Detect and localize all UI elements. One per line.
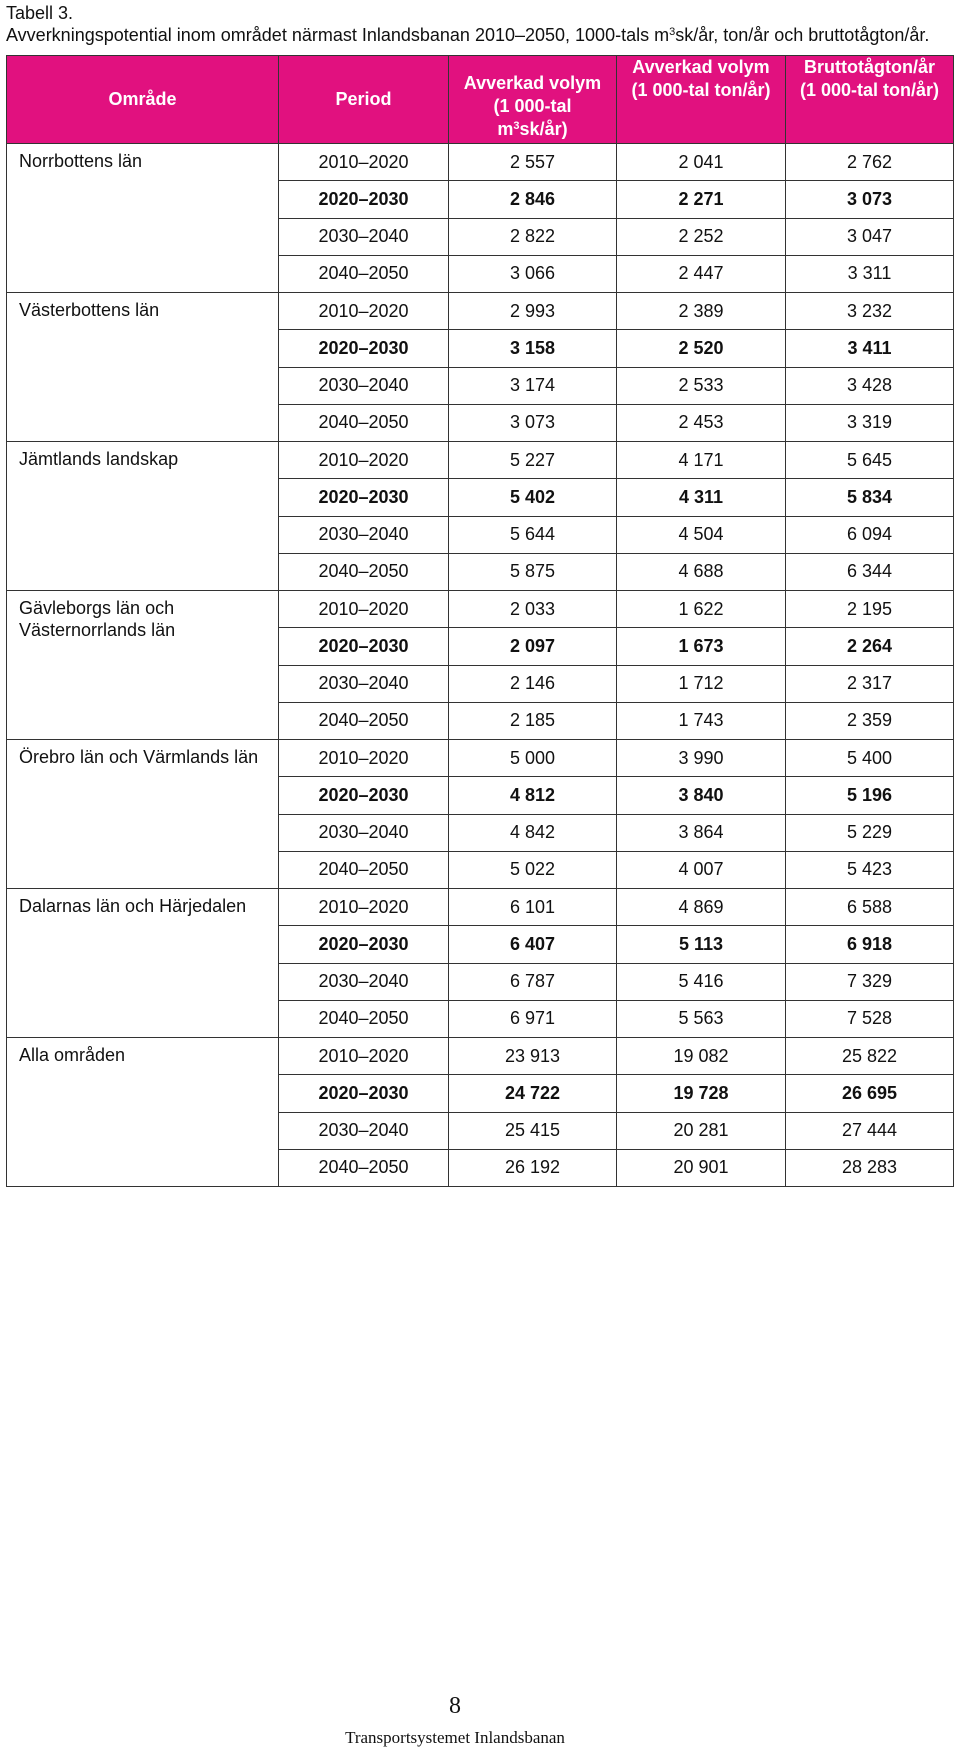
period-cell: 2030–2040 <box>279 218 449 255</box>
period-cell: 2020–2030 <box>279 479 449 516</box>
area-cell: Alla områden <box>7 1038 279 1187</box>
table-row <box>7 442 954 479</box>
area-cell: Norrbottens län <box>7 144 279 293</box>
gross-tonnage-cell: 6 344 <box>786 553 954 590</box>
gross-tonnage-cell: 5 196 <box>786 777 954 814</box>
volume-m3sk-cell: 24 722 <box>449 1075 617 1112</box>
volume-m3sk-cell: 5 022 <box>449 851 617 888</box>
period-cell: 2020–2030 <box>279 330 449 367</box>
caption-text-part1: Avverkningspotential inom området närmast Inlandsbanan 2010–2050, 1000-tals m <box>6 25 670 45</box>
header-area: Område <box>7 56 279 144</box>
gross-tonnage-cell: 7 329 <box>786 963 954 1000</box>
volume-m3sk-cell: 3 066 <box>449 255 617 292</box>
gross-tonnage-cell: 2 264 <box>786 628 954 665</box>
volume-ton-cell: 3 864 <box>617 814 786 851</box>
volume-m3sk-cell: 2 097 <box>449 628 617 665</box>
volume-ton-cell: 19 082 <box>617 1038 786 1075</box>
gross-tonnage-cell: 3 047 <box>786 218 954 255</box>
volume-ton-cell: 2 453 <box>617 404 786 441</box>
volume-ton-cell: 4 869 <box>617 889 786 926</box>
volume-ton-cell: 4 007 <box>617 851 786 888</box>
caption-superscript: 3 <box>669 26 676 38</box>
volume-m3sk-cell: 6 101 <box>449 889 617 926</box>
volume-ton-cell: 2 447 <box>617 255 786 292</box>
header-volume-m3sk-line1: Avverkad volym <box>463 73 602 93</box>
volume-m3sk-cell: 3 073 <box>449 404 617 441</box>
harvest-potential-table <box>6 55 954 1187</box>
table-row <box>7 144 954 181</box>
gross-tonnage-cell: 3 311 <box>786 255 954 292</box>
gross-tonnage-cell: 3 428 <box>786 367 954 404</box>
volume-m3sk-cell: 4 842 <box>449 814 617 851</box>
volume-m3sk-cell: 5 227 <box>449 442 617 479</box>
volume-m3sk-cell: 4 812 <box>449 777 617 814</box>
volume-ton-cell: 1 743 <box>617 702 786 739</box>
gross-tonnage-cell: 5 400 <box>786 740 954 777</box>
header-gross-tonnage <box>786 56 954 144</box>
period-cell: 2020–2030 <box>279 926 449 963</box>
period-cell: 2010–2020 <box>279 889 449 926</box>
header-gross-tonnage-line2: (1 000-tal ton/år) <box>799 80 940 100</box>
volume-ton-cell: 20 281 <box>617 1112 786 1149</box>
volume-ton-cell: 2 271 <box>617 181 786 218</box>
volume-ton-cell: 19 728 <box>617 1075 786 1112</box>
period-cell: 2030–2040 <box>279 665 449 702</box>
volume-ton-cell: 4 311 <box>617 479 786 516</box>
period-cell: 2010–2020 <box>279 740 449 777</box>
gross-tonnage-cell: 5 423 <box>786 851 954 888</box>
caption-label: Tabell 3. <box>6 3 74 23</box>
period-cell: 2030–2040 <box>279 814 449 851</box>
volume-ton-cell: 2 041 <box>617 144 786 181</box>
header-volume-m3sk-unit-sup: 3 <box>513 120 520 132</box>
volume-ton-cell: 4 688 <box>617 553 786 590</box>
period-cell: 2040–2050 <box>279 1000 449 1037</box>
volume-m3sk-cell: 2 993 <box>449 293 617 330</box>
volume-m3sk-cell: 6 407 <box>449 926 617 963</box>
gross-tonnage-cell: 5 834 <box>786 479 954 516</box>
volume-ton-cell: 1 622 <box>617 591 786 628</box>
header-row <box>7 56 954 144</box>
footer-title: Transportsystemet Inlandsbanan <box>345 1728 565 1747</box>
area-cell: Örebro län och Värmlands län <box>7 740 279 889</box>
table-row <box>7 591 954 628</box>
volume-ton-cell: 2 389 <box>617 293 786 330</box>
header-volume-m3sk-line2: (1 000-tal <box>493 96 572 116</box>
volume-m3sk-cell: 5 875 <box>449 553 617 590</box>
header-volume-ton-line2: (1 000-tal ton/år) <box>631 80 771 100</box>
period-cell: 2040–2050 <box>279 255 449 292</box>
volume-m3sk-cell: 6 787 <box>449 963 617 1000</box>
period-cell: 2010–2020 <box>279 591 449 628</box>
period-cell: 2020–2030 <box>279 777 449 814</box>
period-cell: 2040–2050 <box>279 1149 449 1186</box>
period-cell: 2030–2040 <box>279 367 449 404</box>
area-cell: Jämtlands landskap <box>7 442 279 591</box>
volume-m3sk-cell: 23 913 <box>449 1038 617 1075</box>
period-cell: 2010–2020 <box>279 442 449 479</box>
header-volume-ton <box>617 56 786 144</box>
table-row <box>7 889 954 926</box>
period-cell: 2040–2050 <box>279 553 449 590</box>
gross-tonnage-cell: 6 094 <box>786 516 954 553</box>
gross-tonnage-cell: 3 319 <box>786 404 954 441</box>
volume-m3sk-cell: 2 846 <box>449 181 617 218</box>
period-cell: 2030–2040 <box>279 516 449 553</box>
table-row <box>7 293 954 330</box>
header-volume-m3sk-unit-b: sk/år) <box>519 119 568 139</box>
volume-m3sk-cell: 2 146 <box>449 665 617 702</box>
page-number: 8 <box>449 1693 461 1719</box>
gross-tonnage-cell: 5 229 <box>786 814 954 851</box>
period-cell: 2020–2030 <box>279 1075 449 1112</box>
area-cell: Västerbottens län <box>7 293 279 442</box>
table-row <box>7 740 954 777</box>
caption-description <box>6 24 929 46</box>
period-cell: 2030–2040 <box>279 963 449 1000</box>
gross-tonnage-cell: 3 232 <box>786 293 954 330</box>
volume-m3sk-cell: 5 644 <box>449 516 617 553</box>
volume-ton-cell: 5 563 <box>617 1000 786 1037</box>
header-volume-m3sk <box>449 56 617 144</box>
volume-ton-cell: 1 712 <box>617 665 786 702</box>
volume-m3sk-cell: 2 033 <box>449 591 617 628</box>
period-cell: 2020–2030 <box>279 181 449 218</box>
table-row <box>7 1038 954 1075</box>
period-cell: 2040–2050 <box>279 851 449 888</box>
gross-tonnage-cell: 7 528 <box>786 1000 954 1037</box>
header-volume-m3sk-line3 <box>453 118 612 141</box>
volume-ton-cell: 4 171 <box>617 442 786 479</box>
volume-m3sk-cell: 5 402 <box>449 479 617 516</box>
header-volume-m3sk-unit-a: m <box>497 119 514 139</box>
volume-ton-cell: 3 990 <box>617 740 786 777</box>
period-cell: 2040–2050 <box>279 702 449 739</box>
caption-text-part2: sk/år, ton/år och bruttotågton/år. <box>675 25 930 45</box>
volume-m3sk-cell: 2 185 <box>449 702 617 739</box>
header-period: Period <box>279 56 449 144</box>
volume-m3sk-cell: 3 174 <box>449 367 617 404</box>
volume-m3sk-cell: 3 158 <box>449 330 617 367</box>
volume-ton-cell: 1 673 <box>617 628 786 665</box>
volume-ton-cell: 2 520 <box>617 330 786 367</box>
gross-tonnage-cell: 26 695 <box>786 1075 954 1112</box>
gross-tonnage-cell: 27 444 <box>786 1112 954 1149</box>
volume-m3sk-cell: 5 000 <box>449 740 617 777</box>
table-header <box>7 56 954 144</box>
volume-ton-cell: 20 901 <box>617 1149 786 1186</box>
gross-tonnage-cell: 2 195 <box>786 591 954 628</box>
header-volume-ton-line1: Avverkad volym <box>632 57 770 77</box>
gross-tonnage-cell: 3 073 <box>786 181 954 218</box>
volume-m3sk-cell: 6 971 <box>449 1000 617 1037</box>
volume-ton-cell: 4 504 <box>617 516 786 553</box>
gross-tonnage-cell: 28 283 <box>786 1149 954 1186</box>
volume-ton-cell: 2 252 <box>617 218 786 255</box>
table-caption <box>6 2 929 46</box>
gross-tonnage-cell: 6 918 <box>786 926 954 963</box>
period-cell: 2010–2020 <box>279 1038 449 1075</box>
gross-tonnage-cell: 5 645 <box>786 442 954 479</box>
table-body <box>7 144 954 1187</box>
gross-tonnage-cell: 25 822 <box>786 1038 954 1075</box>
gross-tonnage-cell: 3 411 <box>786 330 954 367</box>
volume-ton-cell: 3 840 <box>617 777 786 814</box>
volume-m3sk-cell: 2 557 <box>449 144 617 181</box>
gross-tonnage-cell: 2 359 <box>786 702 954 739</box>
period-cell: 2010–2020 <box>279 293 449 330</box>
gross-tonnage-cell: 6 588 <box>786 889 954 926</box>
period-cell: 2030–2040 <box>279 1112 449 1149</box>
volume-m3sk-cell: 25 415 <box>449 1112 617 1149</box>
period-cell: 2020–2030 <box>279 628 449 665</box>
volume-m3sk-cell: 2 822 <box>449 218 617 255</box>
gross-tonnage-cell: 2 762 <box>786 144 954 181</box>
volume-ton-cell: 5 416 <box>617 963 786 1000</box>
period-cell: 2010–2020 <box>279 144 449 181</box>
area-cell: Gävleborgs län och Västernorrlands län <box>7 591 279 740</box>
volume-ton-cell: 2 533 <box>617 367 786 404</box>
header-gross-tonnage-line1: Bruttotågton/år <box>804 57 935 77</box>
area-cell: Dalarnas län och Härjedalen <box>7 889 279 1038</box>
volume-ton-cell: 5 113 <box>617 926 786 963</box>
gross-tonnage-cell: 2 317 <box>786 665 954 702</box>
period-cell: 2040–2050 <box>279 404 449 441</box>
volume-m3sk-cell: 26 192 <box>449 1149 617 1186</box>
